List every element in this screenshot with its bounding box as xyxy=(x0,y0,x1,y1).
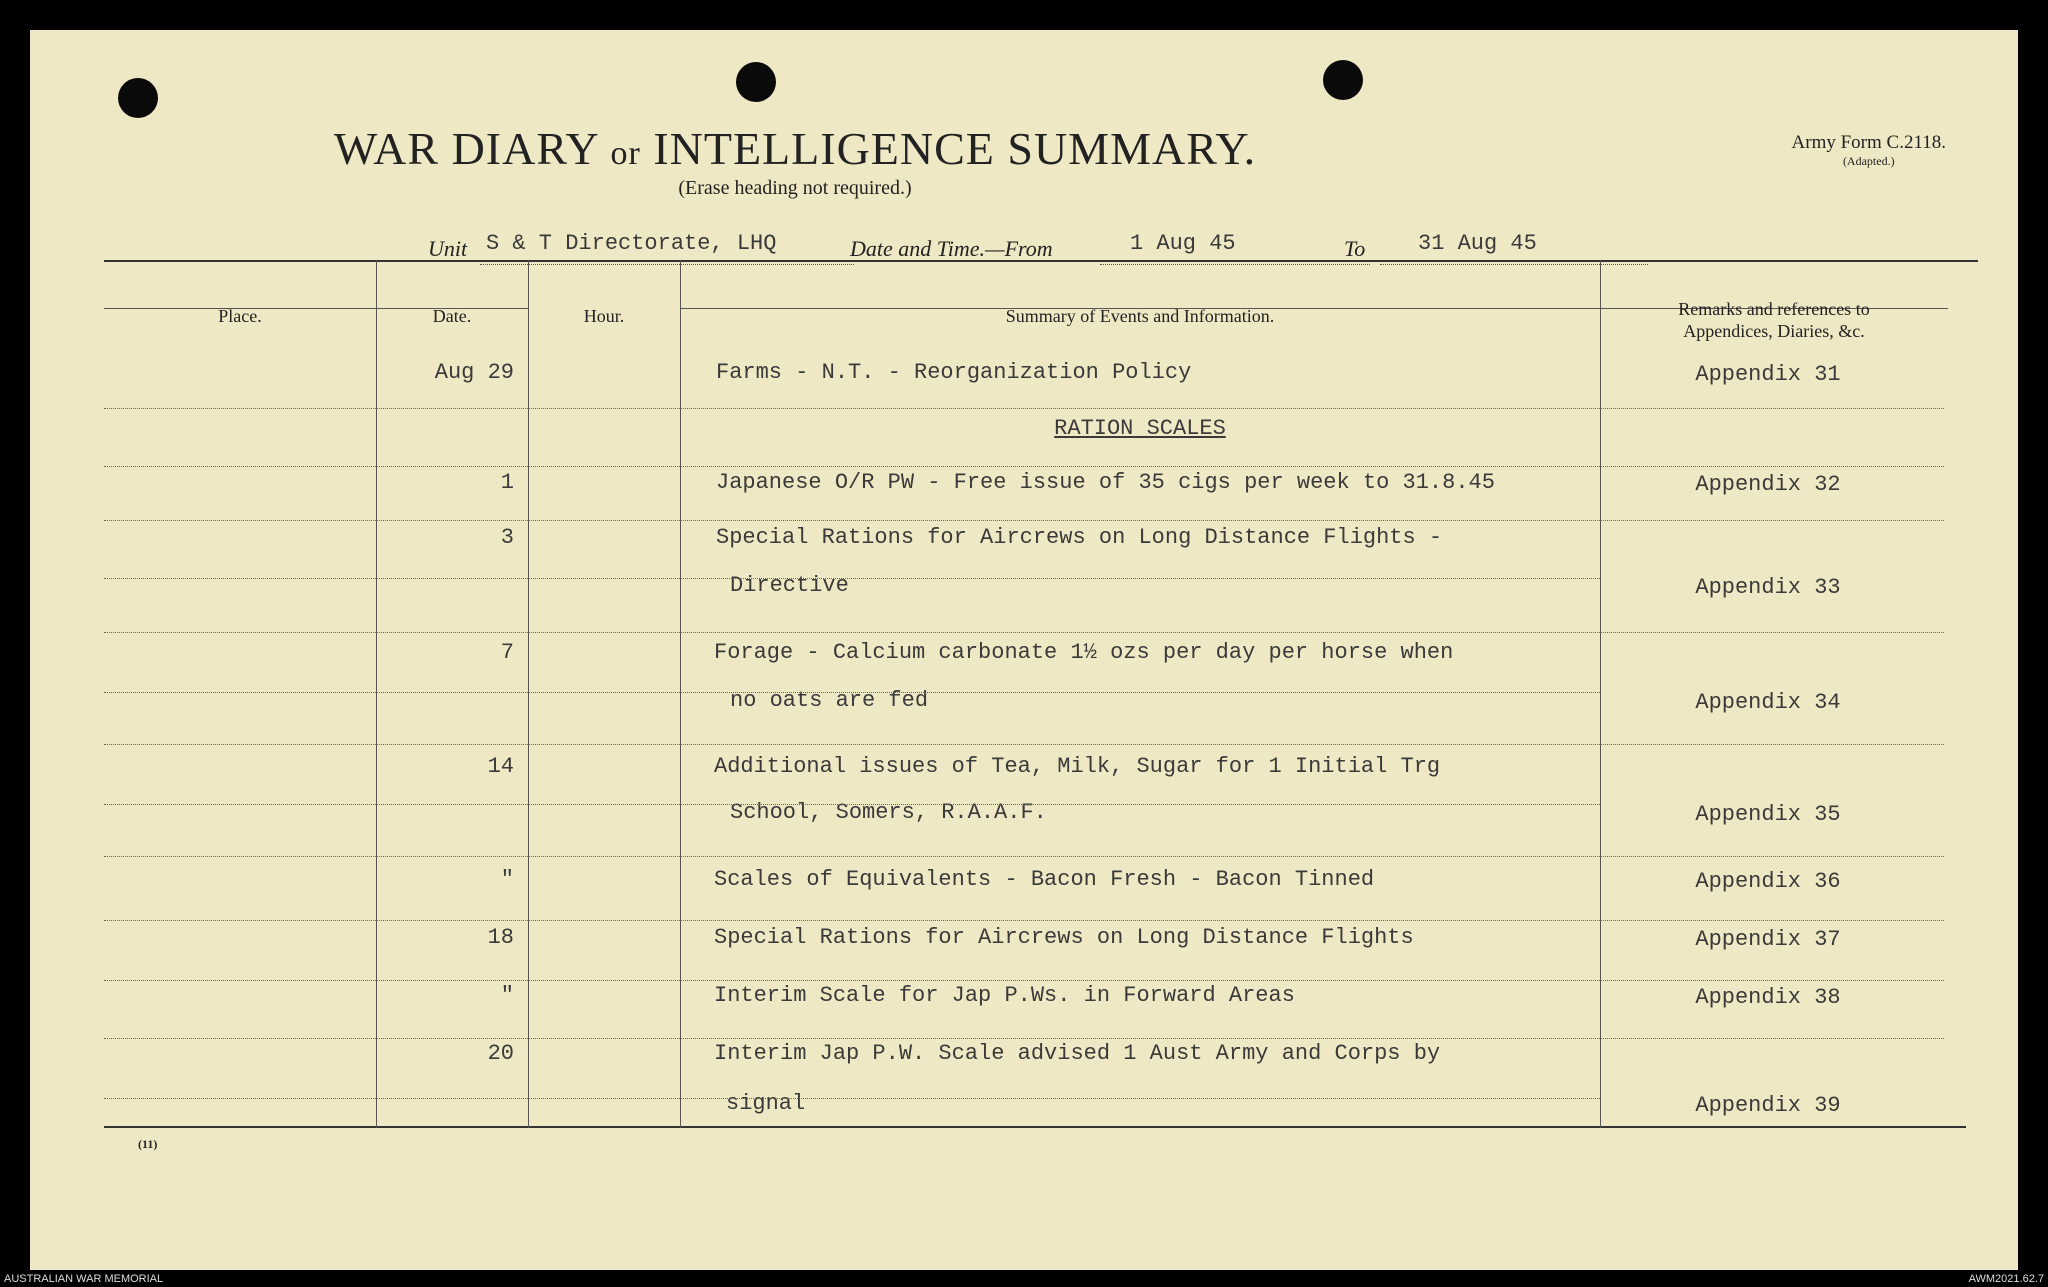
row-date: Aug 29 xyxy=(434,360,514,385)
row-rule xyxy=(376,980,528,981)
unit-line xyxy=(428,236,467,262)
row-rule xyxy=(528,1098,680,1099)
row-rule xyxy=(528,578,680,579)
row-date: 7 xyxy=(500,640,514,665)
row-rule xyxy=(376,692,528,693)
column-header-summary: Summary of Events and Information. xyxy=(1005,306,1275,326)
row-rule xyxy=(680,856,1600,857)
row-date: 18 xyxy=(487,925,514,950)
row-rule xyxy=(376,1098,528,1099)
row-remark: Appendix 33 xyxy=(1695,575,1841,600)
row-summary: Special Rations for Aircrews on Long Distance Flights - xyxy=(716,525,1443,550)
row-rule xyxy=(104,466,376,467)
row-summary: Interim Jap P.W. Scale advised 1 Aust Army and Corps by xyxy=(714,1041,1441,1066)
adapted-note: (Adapted.) xyxy=(1842,154,1895,168)
table-top-rule xyxy=(104,260,1978,262)
row-summary: RATION SCALES xyxy=(1054,416,1226,441)
row-summary: Special Rations for Aircrews on Long Distance Flights xyxy=(714,925,1414,950)
to-label-text: To xyxy=(1344,236,1366,261)
army-form-number: Army Form C.2118. xyxy=(1791,132,1946,153)
row-summary: Scales of Equivalents - Bacon Fresh - Bacon Tinned xyxy=(714,867,1375,892)
row-rule xyxy=(104,920,376,921)
row-rule xyxy=(528,920,680,921)
row-rule xyxy=(104,980,376,981)
row-rule xyxy=(376,408,528,409)
row-rule xyxy=(528,520,680,521)
row-rule xyxy=(1600,520,1944,521)
row-date: " xyxy=(500,867,514,892)
row-rule xyxy=(376,466,528,467)
row-rule xyxy=(1600,408,1944,409)
row-rule xyxy=(104,744,376,745)
row-rule xyxy=(1600,466,1944,467)
row-date: 14 xyxy=(487,754,514,779)
row-rule xyxy=(528,1038,680,1039)
page-title xyxy=(30,122,1560,175)
row-rule xyxy=(1600,980,1944,981)
row-rule xyxy=(680,980,1600,981)
page-subtitle: (Erase heading not required.) xyxy=(678,177,912,199)
row-rule xyxy=(104,1038,376,1039)
remarks-header-line-2: Appendices, Diaries, &c. xyxy=(1683,321,1865,341)
row-date: " xyxy=(500,983,514,1008)
to-label xyxy=(1344,236,1365,262)
row-rule xyxy=(680,520,1600,521)
row-date: 3 xyxy=(500,525,514,550)
row-rule xyxy=(680,632,1600,633)
row-rule xyxy=(376,804,528,805)
row-rule xyxy=(528,804,680,805)
row-rule xyxy=(528,408,680,409)
title-part-war-diary: WAR DIARY xyxy=(333,123,598,174)
column-divider xyxy=(528,260,529,1128)
table-bottom-rule xyxy=(104,1126,1966,1128)
row-summary: Japanese O/R PW - Free issue of 35 cigs per week to 31.8.45 xyxy=(716,470,1495,495)
from-value: 1 Aug 45 xyxy=(1130,231,1236,256)
row-remark: Appendix 36 xyxy=(1695,869,1841,894)
row-rule xyxy=(1600,632,1944,633)
unit-value: S & T Directorate, LHQ xyxy=(486,231,777,256)
row-rule xyxy=(1600,856,1944,857)
row-rule xyxy=(680,578,1600,579)
row-rule xyxy=(1600,744,1944,745)
diary-page xyxy=(30,30,2018,1270)
row-rule xyxy=(104,578,376,579)
row-remark: Appendix 34 xyxy=(1695,690,1841,715)
row-rule xyxy=(376,520,528,521)
row-remark: Appendix 39 xyxy=(1695,1093,1841,1118)
row-rule xyxy=(680,920,1600,921)
row-rule xyxy=(680,804,1600,805)
punch-hole xyxy=(1323,60,1363,100)
row-rule xyxy=(680,744,1600,745)
row-rule xyxy=(680,692,1600,693)
row-summary: Additional issues of Tea, Milk, Sugar for 1 Initial Trg xyxy=(714,754,1441,779)
row-rule xyxy=(528,466,680,467)
row-summary: Directive xyxy=(730,573,849,598)
column-header-remarks xyxy=(1600,298,1948,342)
row-remark: Appendix 38 xyxy=(1695,985,1841,1010)
row-summary: Interim Scale for Jap P.Ws. in Forward Areas xyxy=(714,983,1295,1008)
row-rule xyxy=(1600,1038,1944,1039)
row-rule xyxy=(104,692,376,693)
row-rule xyxy=(528,632,680,633)
title-part-or: or xyxy=(610,135,641,172)
column-divider xyxy=(680,260,681,1128)
credit-right: AWM2021.62.7 xyxy=(1968,1273,2044,1285)
remarks-header-line-1: Remarks and references to xyxy=(1678,299,1870,319)
column-header-hour: Hour. xyxy=(583,306,625,326)
date-label xyxy=(850,236,1053,262)
row-summary: no oats are fed xyxy=(730,688,929,713)
diary-table xyxy=(104,260,1978,1128)
column-header-place: Place. xyxy=(218,306,262,326)
column-header-date: Date. xyxy=(432,306,472,326)
row-remark: Appendix 32 xyxy=(1695,472,1841,497)
row-rule xyxy=(376,1038,528,1039)
row-rule xyxy=(104,1098,376,1099)
date-label-text: Date and Time.—From xyxy=(850,236,1053,261)
row-summary: School, Somers, R.A.A.F. xyxy=(730,800,1047,825)
punch-hole xyxy=(736,62,776,102)
unit-label: Unit xyxy=(428,236,468,261)
row-summary: Farms - N.T. - Reorganization Policy xyxy=(716,360,1192,385)
row-rule xyxy=(528,856,680,857)
row-rule xyxy=(104,804,376,805)
row-rule xyxy=(104,856,376,857)
title-part-intelligence-summary: INTELLIGENCE SUMMARY. xyxy=(653,123,1257,174)
row-summary: signal xyxy=(726,1091,806,1116)
row-date: 1 xyxy=(500,470,514,495)
row-rule xyxy=(680,466,1600,467)
row-date: 20 xyxy=(487,1041,514,1066)
army-form-label xyxy=(1792,132,1946,169)
row-rule xyxy=(680,1098,1600,1099)
row-rule xyxy=(376,744,528,745)
row-remark: Appendix 31 xyxy=(1695,362,1841,387)
row-rule xyxy=(528,692,680,693)
row-rule xyxy=(680,408,1600,409)
punch-hole xyxy=(118,78,158,118)
form-number: (11) xyxy=(138,1137,158,1151)
row-rule xyxy=(376,632,528,633)
row-remark: Appendix 35 xyxy=(1695,802,1841,827)
row-rule xyxy=(104,632,376,633)
row-rule xyxy=(104,520,376,521)
row-summary: Forage - Calcium carbonate 1½ ozs per day per horse when xyxy=(714,640,1454,665)
row-rule xyxy=(1600,920,1944,921)
to-value: 31 Aug 45 xyxy=(1418,231,1537,256)
row-rule xyxy=(376,578,528,579)
row-rule xyxy=(528,744,680,745)
row-rule xyxy=(680,1038,1600,1039)
row-rule xyxy=(376,856,528,857)
row-rule xyxy=(104,408,376,409)
row-rule xyxy=(376,920,528,921)
row-rule xyxy=(528,980,680,981)
row-remark: Appendix 37 xyxy=(1695,927,1841,952)
credit-left: AUSTRALIAN WAR MEMORIAL xyxy=(4,1273,164,1285)
